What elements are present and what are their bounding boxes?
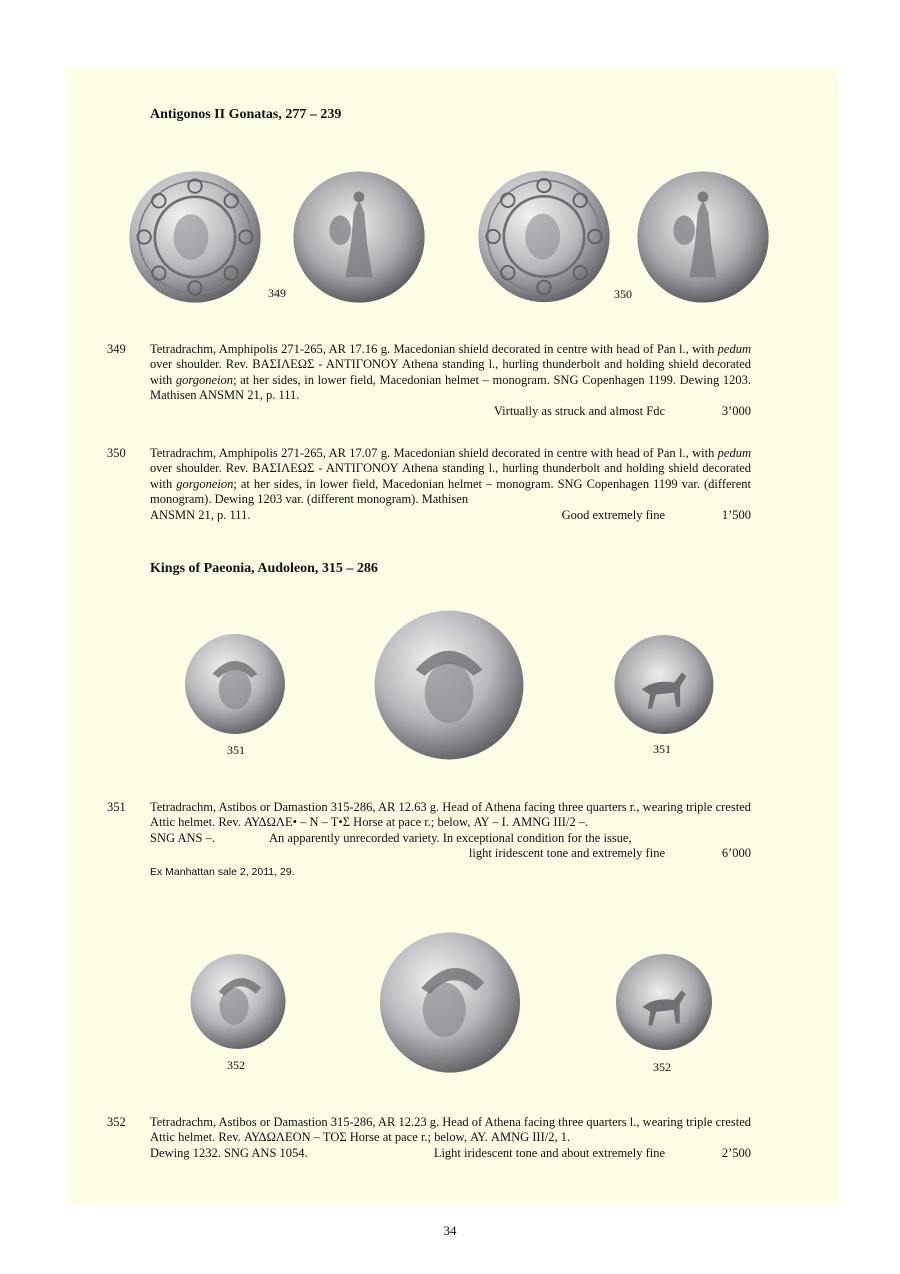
grade-352: Light iridescent tone and about extremely fine: [433, 1145, 665, 1160]
lot-description-352: Tetradrachm, Astibos or Damastion 315-286, AR 12.23 g. Head of Athena facing three quarters l., wearing triple crested Attic helmet. Rev. ΑΥΔΩΛΕΟΝ – ΤΟΣ Horse at pace r.; below, ΑΥ. AMNG III/2, 1. Dewing 1232. SNG ANS 1054. Light iridescent tone and about extremely fine 2’500: [150, 1115, 751, 1160]
coin-label-351a: 351: [227, 743, 245, 757]
lot-number-349: 349: [107, 342, 126, 356]
price-350: 1’500: [721, 507, 751, 522]
price-349: 3’000: [721, 403, 751, 418]
note-351: An apparently unrecorded variety. In exceptional condition for the issue,: [269, 830, 632, 845]
grade-349: Virtually as struck and almost Fdc: [493, 403, 665, 418]
grade-351: light iridescent tone and extremely fine: [468, 846, 665, 861]
coin-350-reverse: [634, 170, 772, 304]
price-351: 6’000: [721, 846, 751, 861]
coin-351-obverse-enlarged: [372, 609, 526, 761]
coin-352-reverse: [615, 953, 713, 1051]
section-title-antigonos: Antigonos II Gonatas, 277 – 239: [150, 107, 342, 122]
coin-351-obverse-small: [184, 633, 286, 735]
coin-label-352a: 352: [227, 1058, 245, 1072]
coin-label-349: 349: [268, 286, 286, 300]
price-352: 2’500: [721, 1145, 751, 1160]
coin-350-obverse: [477, 169, 611, 304]
grade-350: Good extremely fine: [561, 507, 665, 522]
lot-description-351: Tetradrachm, Astibos or Damastion 315-286, AR 12.63 g. Head of Athena facing three quarters r., wearing triple crested Attic helmet. Rev. ΑΥΔΩΛΕ• – Ν – Τ•Σ Horse at pace r.; below, ΑΥ – Ι. AMNG III/2 –. SNG ANS –. An apparently unrecorded variety. In exceptional condition for the issue, light iridescent tone and extremely fine 6’000: [150, 800, 751, 861]
coin-label-352b: 352: [653, 1060, 671, 1074]
coin-352-obverse-small: [187, 953, 289, 1050]
lot-number-350: 350: [107, 446, 126, 460]
coin-label-350: 350: [614, 287, 632, 301]
page-number: 34: [443, 1223, 457, 1238]
lot-number-352: 352: [107, 1115, 126, 1129]
section-title-paeonia: Kings of Paeonia, Audoleon, 315 – 286: [150, 561, 378, 576]
provenance-351: Ex Manhattan sale 2, 2011, 29.: [150, 866, 295, 878]
coin-label-351b: 351: [653, 742, 671, 756]
coin-352-obverse-enlarged: [374, 931, 526, 1074]
lot-number-351: 351: [107, 800, 126, 814]
lot-description-350: Tetradrachm, Amphipolis 271-265, AR 17.07 g. Macedonian shield decorated in centre with head of Pan l., with pedum over shoulder. Rev. ΒΑΣΙΛΕΩΣ - ΑΝΤΙΓΟΝΟΥ Athena standing l., hurling thunderbolt and holding shield decorated with gorgoneion; at her sides, in lower field, Macedonian helmet – monogram. SNG Copenhagen 1199 var. (different monogram). Dewing 1203 var. (different monogram). Mathisen ANSMN 21, p. 111. Good extremely fine 1’500: [150, 446, 751, 522]
coin-349-reverse: [289, 170, 429, 304]
lot-description-349: Tetradrachm, Amphipolis 271-265, AR 17.16 g. Macedonian shield decorated in centre with head of Pan l., with pedum over shoulder. Rev. ΒΑΣΙΛΕΩΣ - ΑΝΤΙΓΟΝΟΥ Athena standing l., hurling thunderbolt and holding shield decorated with gorgoneion; at her sides, in lower field, Macedonian helmet – monogram. SNG Copenhagen 1199. Dewing 1203. Mathisen ANSMN 21, p. 111. Virtually as struck and almost Fdc 3’000: [150, 342, 751, 418]
coin-349-obverse: [127, 170, 263, 304]
coin-351-reverse: [612, 634, 716, 735]
